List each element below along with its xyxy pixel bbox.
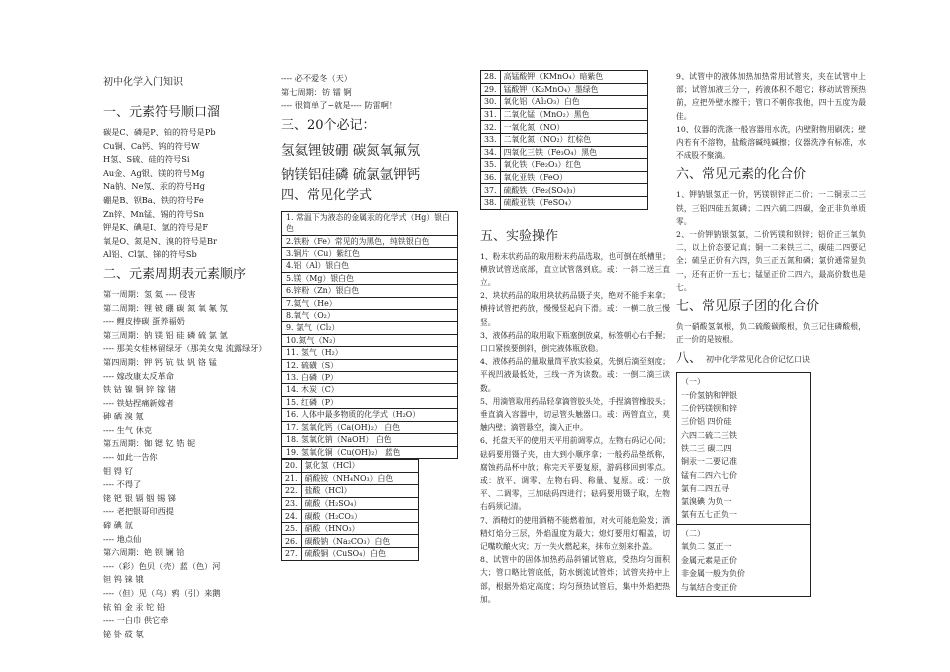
row-number: 25. bbox=[282, 522, 302, 535]
column-2 bbox=[281, 72, 461, 561]
formula-row: 10.氮气（N₂） bbox=[282, 335, 457, 347]
element-group-line: 钠镁铝硅磷 硫氯氩钾钙 bbox=[281, 166, 421, 183]
periodic-rhyme-list bbox=[103, 288, 278, 641]
mnemonic-line: 氯溴碘 为负一 bbox=[681, 497, 732, 507]
periodic-line: ---- 老把银哥印西提 bbox=[103, 506, 174, 517]
row-number: 28. bbox=[481, 71, 501, 84]
table-row bbox=[481, 121, 648, 134]
mnemonic-line: 氯有五七正负一 bbox=[681, 510, 737, 520]
formula-row: 11. 氢气（H₂） bbox=[282, 347, 457, 359]
periodic-line: 第六周期：铯 钡 镧 铪 bbox=[103, 547, 185, 558]
row-number: 22. bbox=[282, 485, 302, 498]
row-number: 32. bbox=[481, 121, 501, 134]
periodic-line: 第七周期：钫 镭 锕 bbox=[281, 86, 352, 97]
operation-item: 8、试管中的固体加热药品斜铺试管底，受热均匀面积大；管口略比管底低，防水倒流试管炸；试管夹持中上部，根据外焰定高度；均匀预热试管后，集中外焰把热加。 bbox=[480, 555, 670, 604]
periodic-line: 砷 硒 溴 氪 bbox=[103, 411, 144, 422]
formula-cell: 二氧化氮（NO₂）红棕色 bbox=[500, 133, 647, 146]
table-row bbox=[481, 146, 648, 159]
periodic-line: ---- 生气 休克 bbox=[103, 424, 153, 435]
formula-cell: 硫酸铁（Fe₂(SO₄)₃） bbox=[500, 184, 647, 197]
formula-row: 5.镁（Mg）银白色 bbox=[282, 273, 457, 285]
periodic-line: ----（彩）色贝（壳）蓝（色）河 bbox=[103, 560, 221, 571]
periodic-line: 铑 钯 银 镉 铟 锡 锑 bbox=[103, 492, 176, 503]
table-row bbox=[282, 522, 419, 535]
formula-row: 12. 硫磺（S） bbox=[282, 360, 457, 372]
symbol-line: Au金、Ag银、镁的符号Mg bbox=[103, 167, 205, 178]
table-row bbox=[282, 535, 419, 548]
heading-formulas: 四、常见化学式 bbox=[281, 187, 373, 203]
formula-cell: 四氧化三铁（Fe₃O₄）黑色 bbox=[500, 146, 647, 159]
heading-periodic: 二、元素周期表元素顺序 bbox=[103, 266, 247, 282]
table-row bbox=[481, 96, 648, 109]
mnemonic-title: 初中化学常见化合价记忆口诀 bbox=[706, 355, 811, 365]
formula-cell: 锰酸钾（K₂MnO₄）墨绿色 bbox=[500, 83, 647, 96]
table-row bbox=[282, 548, 419, 561]
operation-item-10: 10、仪器的洗涤一般容器用水洗，内壁附物用刷洗；壁内若有不溶物，盐酸溶碱纯碱擦；仪器洗净有标准，水不成股不聚滴。 bbox=[676, 124, 866, 161]
section-eight-header bbox=[676, 350, 866, 368]
periodic-line: ---- 那美女桂林留绿牙（那美女鬼 流露绿牙） bbox=[103, 343, 267, 354]
valence-list bbox=[676, 188, 866, 294]
column-1 bbox=[103, 76, 278, 641]
operation-item: 6、托盘天平的使用天平用前调零点，左物右码记心间；砝码要用镊子夹，由大到小顺序拿；一般药品垫纸称，腐蚀药品杯中放；称完天平要复原，游码移回到零点。或：放平、调零、左物右码、称量、复原。或：一放平、二调零，三加砝码四进行；砝码要用镊子取，左物右码须记清。 bbox=[480, 436, 670, 512]
periodic-line: ---- 地点仙 bbox=[103, 533, 142, 544]
mnemonic-line: 铁二三 碳二四 bbox=[681, 443, 732, 453]
mnemonic-line: 氧负二 氢正一 bbox=[681, 542, 732, 552]
periodic-line: ---- 一白巾 供它牵 bbox=[103, 615, 169, 626]
table-row bbox=[481, 184, 648, 197]
formula-cell: 碳酸（H₂CO₃） bbox=[301, 510, 418, 523]
row-number: 33. bbox=[481, 133, 501, 146]
symbol-line: 钾是K、碘是I、氩的符号是F bbox=[103, 222, 209, 233]
row-number: 29. bbox=[481, 83, 501, 96]
formula-cell: 盐酸（HCl） bbox=[301, 485, 418, 498]
table-row bbox=[282, 510, 419, 523]
formula-cell: 二氧化锰（MnO₂）黑色 bbox=[500, 108, 647, 121]
mnemonic-box-1 bbox=[676, 372, 811, 524]
table-row bbox=[282, 472, 419, 485]
operation-item-9: 9、试管中的液体加热加热常用试管夹，夹在试管中上部；试管加液三分一，药液体积不超它；移动试管预热前，应把外壁水擦干；管口不朝你我他，四十五度为最佳。 bbox=[676, 72, 866, 121]
row-number: 26. bbox=[282, 535, 302, 548]
formula-row: 6.锌粉（Zn）银白色 bbox=[282, 285, 457, 297]
formula-box bbox=[281, 211, 458, 459]
formula-cell: 氧化亚铁（FeO） bbox=[500, 171, 647, 184]
row-number: 21. bbox=[282, 472, 302, 485]
formula-row: 4.铝（Al）银白色 bbox=[282, 260, 457, 272]
formula-row: 15. 红磷（P） bbox=[282, 397, 457, 409]
mnemonic-line: 二价钙镁钡和锌 bbox=[681, 404, 737, 414]
table-row bbox=[481, 108, 648, 121]
valence-item: 1、钾钠银氢正一价，钙镁钡锌正二价；一二铜汞二三铁，三铝四硅五氮磷；二四六硫二四碳，金正非负单质零。 bbox=[676, 190, 866, 226]
periodic-line: 铱 铂 金 汞 铊 铅 bbox=[103, 601, 166, 612]
row-number: 31. bbox=[481, 108, 501, 121]
heading-operations: 五、实验操作 bbox=[480, 228, 559, 244]
row-number: 24. bbox=[282, 510, 302, 523]
mnemonic-line: 三价铝 四价硅 bbox=[681, 417, 732, 427]
heading-eight: 八、 bbox=[676, 351, 703, 367]
symbol-line: 碳是C、磷是P、铂的符号是Pb bbox=[103, 127, 216, 137]
row-number: 37. bbox=[481, 184, 501, 197]
formula-cell: 硝酸铵（NH₄NO₃）白色 bbox=[301, 472, 418, 485]
table-row bbox=[481, 133, 648, 146]
formula-cell: 一氧化氮（NO） bbox=[500, 121, 647, 134]
formula-table-continued bbox=[480, 70, 648, 210]
formula-cell: 高锰酸钾（KMnO₄）暗紫色 bbox=[500, 71, 647, 84]
mnemonic-line: （一） bbox=[681, 377, 705, 387]
formula-cell: 硫酸铜（CuSO₄）白色 bbox=[301, 548, 418, 561]
formula-cell: 硫酸（H₂SO₄） bbox=[301, 497, 418, 510]
table-row bbox=[481, 196, 648, 209]
formula-row: 7.氦气（He） bbox=[282, 298, 457, 310]
formula-cell: 氯化氢（HCl） bbox=[301, 459, 418, 472]
doc-title: 初中化学入门知识 bbox=[103, 77, 183, 88]
periodic-line: ---- 嫁改康太反革命 bbox=[103, 370, 174, 381]
formula-row: 9. 氯气（Cl₂） bbox=[282, 322, 457, 334]
operation-item: 2、块状药品的取用块状药品镊子夹，绝对不能手来拿；横持试管把药放，慢慢竖起向下滑。或：一横二放三慢竖。 bbox=[480, 291, 670, 327]
mnemonic-line: （二） bbox=[681, 528, 705, 538]
formula-row: 13. 白磷（P） bbox=[282, 372, 457, 384]
mnemonic-line: 锰有二四六七价 bbox=[681, 470, 737, 480]
row-number: 30. bbox=[481, 96, 501, 109]
row-number: 27. bbox=[282, 548, 302, 561]
mnemonic-line: 与氧结合变正价 bbox=[681, 582, 737, 592]
formula-row: 1. 常温下为液态的金属汞的化学式（Hg）银白色 bbox=[282, 212, 457, 236]
formula-table bbox=[281, 459, 419, 561]
formula-row: 19. 氢氧化铜（Cu(OH)₂） 蓝色 bbox=[286, 447, 401, 457]
heading-must-remember: 三、20个必记： bbox=[281, 117, 376, 133]
periodic-line: 第五周期：铷 锶 钇 锆 铌 bbox=[103, 438, 196, 449]
table-row bbox=[481, 159, 648, 172]
formula-row: 18. 氢氧化钠（NaOH） 白色 bbox=[282, 434, 457, 446]
periodic-line: 第三周期：钠 镁 铝 硅 磷 硫 氯 氩 bbox=[103, 329, 228, 340]
table-row bbox=[481, 71, 648, 84]
column-3 bbox=[480, 70, 670, 606]
periodic-line: 第一周期：氢 氦 ---- 侵害 bbox=[103, 288, 196, 299]
mnemonic-line: 非金属一般为负价 bbox=[681, 569, 745, 579]
periodic-line: 铋 钋 砹 氡 bbox=[103, 628, 144, 639]
heading-valence: 六、常见元素的化合价 bbox=[676, 167, 807, 183]
periodic-line: ---- 必不爱冬（天） bbox=[281, 73, 352, 83]
table-row bbox=[481, 83, 648, 96]
row-number: 36. bbox=[481, 171, 501, 184]
mnemonic-line: 氯有二四五寻 bbox=[681, 483, 729, 493]
periodic-line: ---- 很简单了~就是---- 防雷啊！ bbox=[281, 100, 398, 111]
periodic-line: 第二周期：锂 铍 硼 碳 氮 氧 氟 氖 bbox=[103, 302, 228, 313]
operation-item: 5、用滴管取用药品轻拿滴管胶头处，手捏滴管橡胶头；垂直滴入容器中，切忌管头触器口。或：两管直立，莫触内壁；滴管悬空，滴入正中。 bbox=[480, 396, 670, 433]
formula-cell: 氧化铝（Al₂O₃）白色 bbox=[500, 96, 647, 109]
mnemonic-line: 金属元素是正价 bbox=[681, 555, 737, 565]
mnemonic-box-2 bbox=[676, 525, 811, 598]
table-row bbox=[481, 171, 648, 184]
symbol-line: Na钠、Ne氖、汞的符号Hg bbox=[103, 181, 205, 192]
operation-item: 1、粉末状药品的取用粉末药品选取，也可倒在纸槽里；横放试管送底部，直立试管落到底。或：一斜二送三直立。 bbox=[480, 251, 670, 287]
periodic-line: 钽 钨 铼 锇 bbox=[103, 574, 144, 585]
periodic-line: 铁 钴 镍 铜 锌 镓 锗 bbox=[103, 384, 176, 395]
operation-item: 7、酒精灯的使用酒精不能燃着加，对火可能危险发；酒精灯焰分三层，外焰温度为最大；熄灯要用灯帽盖，切记嘴吹酿火灾；万一失火燃起来，抹布立刻来扑盖。 bbox=[480, 515, 670, 551]
table-row bbox=[282, 459, 419, 472]
periodic-line: 碲 碘 氙 bbox=[103, 520, 133, 531]
periodic-line: ---- 不得了 bbox=[103, 479, 142, 490]
row-number: 34. bbox=[481, 146, 501, 159]
row-number: 35. bbox=[481, 159, 501, 172]
periodic-rhyme-continued bbox=[281, 72, 461, 113]
formula-row: 3.铜片（Cu）紫红色 bbox=[282, 248, 457, 260]
operation-item: 3、液体药品的取用取下瓶塞倒放桌，标签朝心右手握；口口紧挨要倒斜，倒完液体瓶放稳。 bbox=[480, 330, 670, 353]
periodic-line: ----（但）见（乌）鸦（引）来鹅 bbox=[103, 588, 221, 598]
symbol-rhyme-list bbox=[103, 126, 278, 262]
symbol-line: H氢、S硫、硅的符号Si bbox=[103, 154, 190, 165]
heading-symbols: 一、元素符号顺口溜 bbox=[103, 105, 221, 120]
formula-cell: 碳酸钠（Na₂CO₃）白色 bbox=[301, 535, 418, 548]
row-number: 20. bbox=[282, 459, 302, 472]
radical-valence-text: 负一硝酸氢氧根，负二硫酸碳酸根，负三记住磷酸根，正一价的是铵根。 bbox=[676, 322, 866, 345]
operation-item: 4、液体药品的量取量筒平放实验桌，先倒后滴至刻度；平视凹液最低处，三线一齐为读数。或：一倒二滴三读数。 bbox=[480, 357, 670, 393]
formula-cell: 氧化铁（Fe₂O₃）红色 bbox=[500, 159, 647, 172]
symbol-line: Cu铜、Ca钙、钨的符号W bbox=[103, 140, 200, 151]
periodic-line: ---- 如此一告你 bbox=[103, 452, 158, 463]
formula-row: 17. 氢氧化钙（Ca(OH)₂） 白色 bbox=[282, 422, 457, 434]
element-group-line: 氢氦锂铍硼 碳氮氧氟氖 bbox=[281, 142, 421, 159]
row-number: 23. bbox=[282, 497, 302, 510]
formula-row: 8.氧气（O₂） bbox=[282, 310, 457, 322]
valence-item: 2、一价钾钠银氢氯，二价钙镁和钡锌；铝价正三氧负二，以上价态要记真；铜一二来铁三二，碳硅二四要记全；硫呈正价有六四，负三正五氮和磷；氯价通常显负一，还有正价一五七；锰显正价二四六，最高价数也是七。 bbox=[676, 230, 866, 292]
row-number: 38. bbox=[481, 196, 501, 209]
operations-list bbox=[480, 250, 670, 606]
formula-row: 2.铁粉（Fe）常见的为黑色，纯铁银白色 bbox=[282, 236, 457, 248]
periodic-line: ---- 鲤皮捧碳 蛋养福奶 bbox=[103, 316, 185, 327]
symbol-line: Al铝、Cl氯、锑的符号Sb bbox=[103, 249, 197, 260]
periodic-line: 钼 锝 钌 bbox=[103, 465, 133, 476]
formula-cell: 硝酸（HNO₃） bbox=[301, 522, 418, 535]
formula-row: 14. 木炭（C） bbox=[282, 384, 457, 396]
symbol-line: 硼是B、钡Ba、铁的符号Fe bbox=[103, 194, 204, 205]
mnemonic-line: 六四二硫二三铁 bbox=[681, 430, 737, 440]
must-remember-list bbox=[281, 139, 461, 187]
heading-radicals: 七、常见原子团的化合价 bbox=[676, 299, 820, 315]
mnemonic-line: 铜汞一二要记准 bbox=[681, 457, 737, 467]
table-row bbox=[282, 485, 419, 498]
table-row bbox=[282, 497, 419, 510]
column-4 bbox=[676, 70, 866, 597]
formula-row: 16. 人体中最多物质的化学式（H₂O） bbox=[282, 409, 457, 421]
periodic-line: 第四周期：钾 钙 钪 钛 钒 铬 锰 bbox=[103, 356, 217, 367]
mnemonic-line: 一价氢钠和钾银 bbox=[681, 390, 737, 400]
symbol-line: Zn锌、Mn锰、锡的符号Sn bbox=[103, 208, 205, 219]
periodic-line: ---- 铁姑捏痛新嫁者 bbox=[103, 397, 174, 408]
formula-cell: 硫酸亚铁（FeSO₄） bbox=[500, 196, 647, 209]
symbol-line: 氧是O、氮是N、溴的符号是Br bbox=[103, 235, 217, 246]
